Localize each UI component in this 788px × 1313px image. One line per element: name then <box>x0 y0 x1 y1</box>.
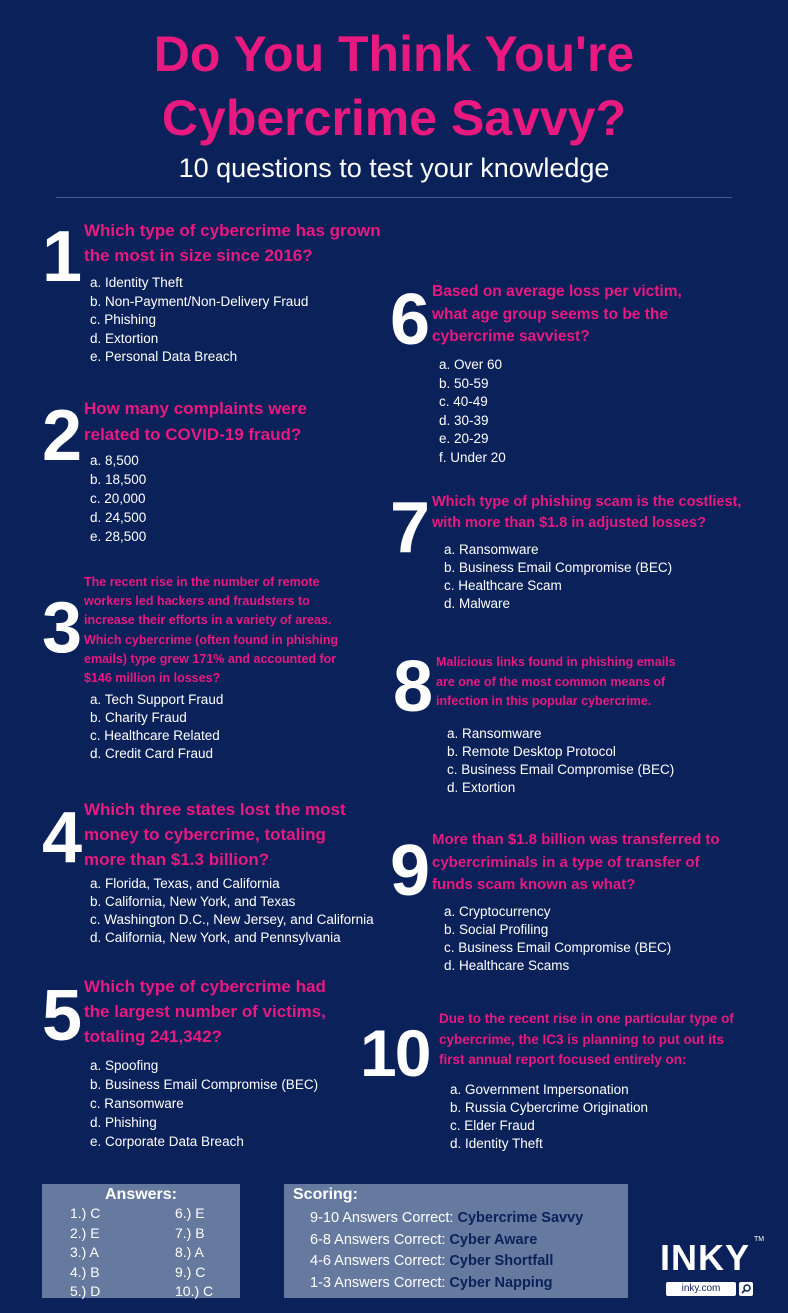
answer-options <box>439 356 506 467</box>
answer-key-item: 3.) A <box>70 1244 99 1260</box>
answer-options <box>444 541 672 613</box>
answer-key-item: 8.) A <box>175 1244 204 1260</box>
answer-option: d. Phishing <box>90 1115 157 1130</box>
answer-option: c. Washington D.C., New Jersey, and California <box>90 912 374 927</box>
answer-option: c. Healthcare Related <box>90 728 220 743</box>
question-text: Which three states lost the most money to cybercrime, totaling more than $1.3 billion? <box>84 800 346 869</box>
answer-option: b. California, New York, and Texas <box>90 894 296 909</box>
answer-key-item: 6.) E <box>175 1205 205 1221</box>
answer-option: b. 18,500 <box>90 472 147 487</box>
answer-option: d. Healthcare Scams <box>444 958 570 973</box>
answer-option: b. Charity Fraud <box>90 710 187 725</box>
question-number: 3 <box>42 588 83 668</box>
scoring-panel <box>284 1184 628 1298</box>
answer-option: b. Business Email Compromise (BEC) <box>444 560 673 575</box>
logo-url: inky.com <box>666 1282 736 1296</box>
answer-option: a. Ransomware <box>444 542 539 557</box>
score-range: 9-10 Answers Correct: <box>310 1210 458 1226</box>
question-number: 8 <box>393 647 434 727</box>
answer-option: c. Business Email Compromise (BEC) <box>444 940 672 955</box>
answer-option: a. Spoofing <box>90 1058 159 1073</box>
answer-options <box>90 875 374 947</box>
inky-logo <box>660 1236 765 1294</box>
answer-option: b. Non-Payment/Non-Delivery Fraud <box>90 293 309 309</box>
answer-options <box>90 691 223 763</box>
header-divider <box>56 197 732 198</box>
answer-option: d. Identity Theft <box>450 1136 543 1151</box>
answer-option: d. 24,500 <box>90 510 147 525</box>
score-level: Cybercrime Savvy <box>457 1210 584 1226</box>
answers-right-column <box>175 1204 213 1302</box>
question-number: 10 <box>360 1016 430 1090</box>
answer-option: d. Extortion <box>447 780 516 795</box>
answer-key-item: 1.) C <box>70 1205 101 1221</box>
answer-option: d. 30-39 <box>439 412 489 428</box>
answer-option: c. Elder Fraud <box>450 1118 535 1133</box>
page-title-line-1: Do You Think You're <box>153 26 635 82</box>
answers-left-column <box>70 1204 100 1302</box>
score-range: 6-8 Answers Correct: <box>310 1231 450 1248</box>
answer-key-item: 2.) E <box>70 1224 100 1241</box>
answer-options <box>447 725 674 797</box>
question-text: How many complaints were related to COVID-19 fraud? <box>84 399 307 444</box>
answer-key-item: 9.) C <box>175 1263 206 1280</box>
answer-option: b. 50-59 <box>439 375 489 391</box>
score-level: Cyber Shortfall <box>449 1253 554 1269</box>
question-text: Based on average loss per victim, what age group seems to be the cybercrime savviest? <box>432 283 682 345</box>
trademark-symbol: TM <box>754 1236 765 1243</box>
answer-key-item: 5.) D <box>70 1283 101 1299</box>
answer-option: b. Business Email Compromise (BEC) <box>90 1077 319 1092</box>
answer-option: d. Malware <box>444 596 511 611</box>
answer-option: c. 40-49 <box>439 394 488 409</box>
question-text: Due to the recent rise in one particular type of cybercrime, the IC3 is planning to put out its first annual report focused entirely on: <box>439 1011 734 1067</box>
answer-options <box>444 903 671 975</box>
scoring-row <box>310 1273 583 1295</box>
logo-wordmark: INKY <box>660 1237 751 1278</box>
magnifier-icon <box>739 1282 753 1296</box>
answer-option: d. Credit Card Fraud <box>90 746 214 761</box>
scoring-row <box>310 1251 583 1273</box>
page-subtitle: 10 questions to test your knowledge <box>178 153 610 183</box>
answer-options <box>90 274 308 367</box>
answer-option: b. Russia Cybercrime Origination <box>450 1100 649 1115</box>
answer-option: a. Florida, Texas, and California <box>90 876 280 891</box>
answer-option: a. Identity Theft <box>90 275 183 290</box>
answer-options <box>450 1081 648 1153</box>
question-number: 4 <box>42 798 83 878</box>
answer-option: a. Cryptocurrency <box>444 904 551 919</box>
answer-option: c. Healthcare Scam <box>444 578 562 593</box>
answer-option: f. Under 20 <box>439 449 506 465</box>
answer-option: c. 20,000 <box>90 491 146 506</box>
question-number: 7 <box>390 488 431 568</box>
answer-option: e. 28,500 <box>90 529 147 544</box>
answer-option: e. Corporate Data Breach <box>90 1134 244 1149</box>
question-number: 2 <box>42 396 83 476</box>
scoring-list <box>310 1208 583 1294</box>
answer-options <box>90 1056 318 1151</box>
question-text: Which type of cybercrime has grown the most in size since 2016? <box>84 221 381 265</box>
answer-option: c. Phishing <box>90 312 157 327</box>
answer-key-item: 4.) B <box>70 1263 100 1280</box>
scoring-row <box>310 1230 583 1252</box>
answer-option: a. Ransomware <box>447 726 542 741</box>
question-text: Malicious links found in phishing emails are one of the most common means of infection in this popular cybercrime. <box>436 655 676 708</box>
answer-option: b. Remote Desktop Protocol <box>447 744 616 759</box>
page-title-line-2: Cybercrime Savvy? <box>161 90 627 146</box>
answer-option: a. Government Impersonation <box>450 1082 629 1097</box>
answer-option: e. 20-29 <box>439 431 489 446</box>
question-number: 6 <box>390 280 431 360</box>
question-number: 1 <box>42 217 83 297</box>
answer-option: e. Personal Data Breach <box>90 349 238 364</box>
score-range: 4-6 Answers Correct: <box>310 1253 450 1269</box>
score-range: 1-3 Answers Correct: <box>310 1274 450 1291</box>
scoring-title: Scoring: <box>293 1186 358 1203</box>
question-text: More than $1.8 billion was transferred to cybercriminals in a type of transfer of funds scam known as what? <box>432 831 720 893</box>
answer-option: d. California, New York, and Pennsylvania <box>90 930 341 945</box>
answer-key-item: 10.) C <box>175 1283 214 1299</box>
scoring-row <box>310 1208 583 1230</box>
question-number: 5 <box>42 976 83 1056</box>
score-level: Cyber Napping <box>449 1274 553 1291</box>
answer-option: c. Ransomware <box>90 1096 184 1111</box>
answer-option: a. Over 60 <box>439 357 503 372</box>
answer-key-item: 7.) B <box>175 1224 205 1241</box>
answer-options <box>90 451 146 546</box>
score-level: Cyber Aware <box>449 1231 538 1248</box>
question-text: The recent rise in the number of remote workers led hackers and fraudsters to increase their efforts in a variety of areas. Which cybercrime (often found in phishing emails) type grew 171% and accounted for $146 million in losses? <box>84 575 339 686</box>
answer-option: b. Social Profiling <box>444 922 549 937</box>
answer-option: c. Business Email Compromise (BEC) <box>447 762 675 777</box>
answer-option: a. Tech Support Fraud <box>90 692 224 707</box>
answers-title: Answers: <box>104 1186 178 1203</box>
question-text: Which type of cybercrime had the largest number of victims, totaling 241,342? <box>84 977 326 1046</box>
answers-panel <box>42 1184 240 1298</box>
question-number: 9 <box>390 831 431 911</box>
answer-option: d. Extortion <box>90 330 159 346</box>
answer-option: a. 8,500 <box>90 453 139 468</box>
question-text: Which type of phishing scam is the costliest, with more than $1.8 in adjusted losses? <box>432 494 742 531</box>
